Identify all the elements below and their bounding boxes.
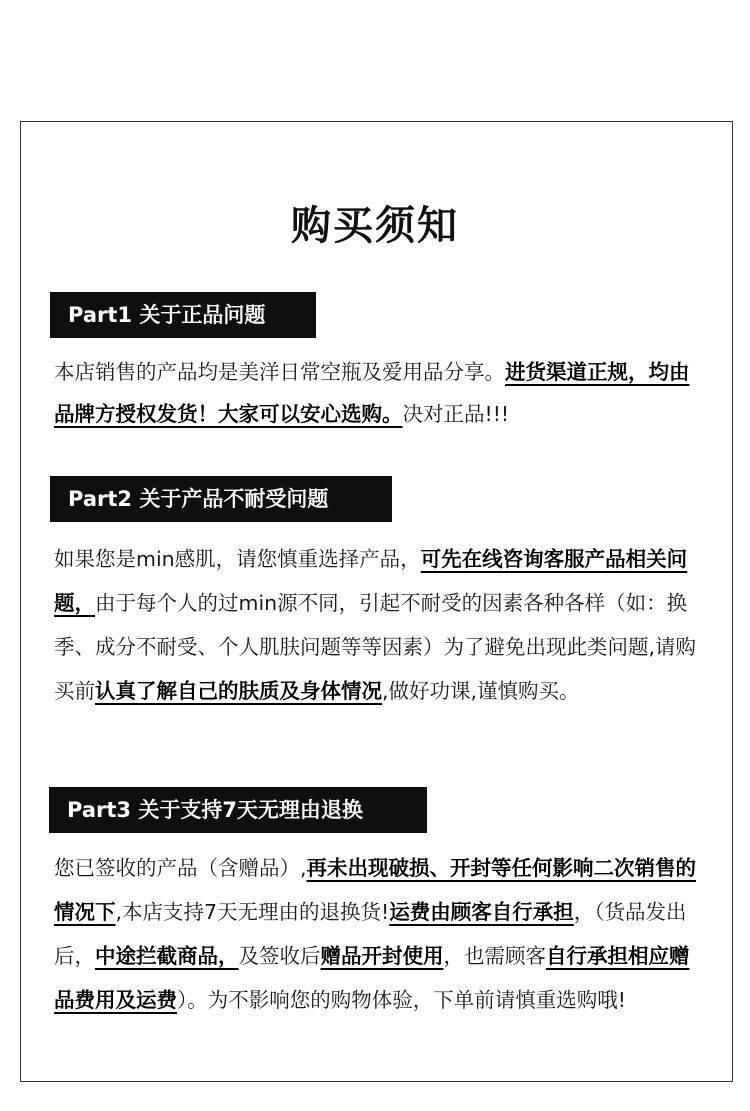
text-segment: ，（货品发出后， — [54, 900, 687, 968]
emphasis-segment: 再未出现破损、开封等任何影响二次销售的情况下 — [54, 856, 697, 924]
text-segment: ,做好功课,谨慎购买。 — [382, 679, 580, 703]
text-segment: ，也需顾客 — [443, 944, 546, 968]
page-title: 购买须知 — [291, 203, 459, 249]
text-segment: 您已签收的产品（含赠品）, — [54, 856, 307, 880]
section-heading-part3: Part3 关于支持7天无理由退换 — [49, 787, 427, 833]
section-body-part1 — [54, 351, 704, 435]
emphasis-segment: 赠品开封使用 — [320, 944, 444, 968]
text-segment: 决对正品!!! — [402, 402, 510, 426]
text-segment: 如果您是min感肌，请您慎重选择产品， — [54, 547, 421, 571]
text-segment: 本店销售的产品均是美洋日常空瓶及爱用品分享。 — [54, 360, 505, 384]
section-heading-part2: Part2 关于产品不耐受问题 — [50, 476, 392, 522]
emphasis-segment: 自行承担相应赠品费用及运费 — [54, 944, 690, 1012]
text-segment: 及签收后 — [238, 944, 321, 968]
emphasis-segment: 运费由顾客自行承担 — [389, 900, 574, 924]
text-segment: 由于每个人的过min源不同，引起不耐受的因素各种各样（如：换季、成分不耐受、个人肌肤问题等等因素）为了避免出现此类问题,请购买前 — [54, 591, 697, 703]
text-segment: ,本店支持7天无理由的退换货! — [115, 900, 390, 924]
emphasis-segment: 进货渠道正规，均由品牌方授权发货！大家可以安心选购。 — [54, 360, 690, 426]
text-segment: ）。为不影响您的购物体验，下单前请慎重选购哦! — [177, 988, 626, 1012]
emphasis-segment: 认真了解自己的肤质及身体情况 — [95, 679, 382, 703]
emphasis-segment: 可先在线咨询客服产品相关问题， — [54, 547, 688, 615]
section-body-part2 — [54, 537, 704, 713]
section-heading-part1: Part1 关于正品问题 — [50, 292, 316, 338]
section-body-part3 — [54, 846, 704, 1022]
emphasis-segment: 中途拦截商品， — [95, 944, 239, 968]
